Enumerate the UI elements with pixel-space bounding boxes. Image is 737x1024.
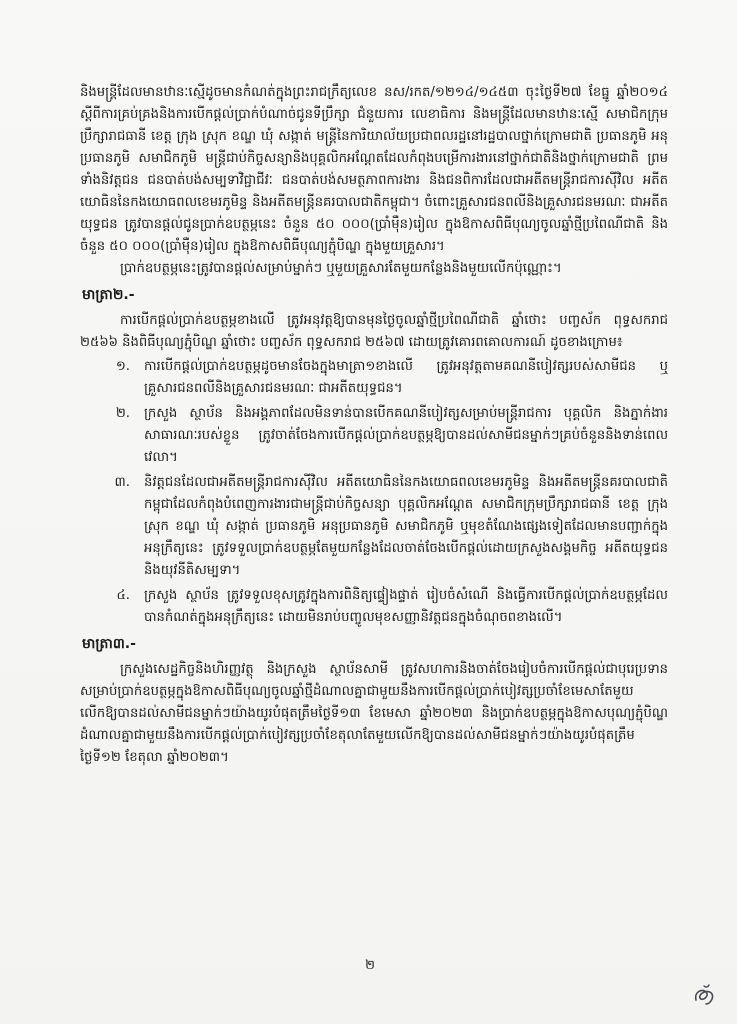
list-item-text: ការបើកផ្តល់ប្រាក់ឧបត្ថម្ភដូចមានចែងក្នុងមាត្រា១ខាងលើ ត្រូវអនុវត្តតាមគណនីបៀវត្សរបស់សាមីជន ឬគ្រួសារជនពលីនិងគ្រួសារជនមរណៈ ជាអតីតយុទ្ធជន។ — [144, 359, 668, 396]
article-3-heading: មាត្រា៣.- — [82, 636, 136, 652]
handwritten-initial-icon — [690, 982, 718, 1010]
article-2-paragraph: ការបើកផ្តល់ប្រាក់ឧបត្ថម្ភខាងលើ ត្រូវអនុវត្តឱ្យបានមុនថ្ងៃចូលឆ្នាំថ្មីប្រពៃណីជាតិ ឆ្នាំថោះ បញ្ចស័ក ពុទ្ធសករាជ ២៥៦៦ និងពិធីបុណ្យភ្ជុំបិណ្ឌ ឆ្នាំថោះ បញ្ចស័ក ពុទ្ធសករាជ ២៥៦៧ ដោយត្រូវគោរពគោលការណ៍ ដូចខាងក្រោម៖ — [80, 313, 668, 350]
document-body — [80, 82, 668, 769]
list-item — [80, 472, 668, 582]
list-item — [80, 585, 668, 629]
article-2-heading: មាត្រា២.- — [82, 287, 135, 303]
list-item-text: និវត្តជនដែលជាអតីតមន្ត្រីរាជការស៊ីវិល អតីតយោធិននៃកងយោធពលខេមរភូមិន្ទ និងអតីតមន្ត្រីនគរបាលជាតិកម្ពុជាដែលកំពុងបំពេញការងារជាមន្ត្រីជាប់កិច្ចសន្យា បុគ្គលិកអណ្តែត សមាជិកក្រុមប្រឹក្សារាជធានី ខេត្ត ក្រុង ស្រុក ខណ្ឌ ឃុំ សង្កាត់ ប្រធានភូមិ អនុប្រធានភូមិ សមាជិកភូមិ ឬមុខតំណែងផ្សេងទៀតដែលមានបញ្ជាក់ក្នុងអនុក្រឹត្យនេះ ត្រូវទទួលប្រាក់ឧបត្ថម្ភតែមួយកន្លែងដែលចាត់ចែងបើកផ្តល់ដោយក្រសួងសង្គមកិច្ច អតីតយុទ្ធជន និងយុវនីតិសម្បទា។ — [144, 475, 668, 578]
article-3-paragraph: ក្រសួងសេដ្ឋកិច្ចនិងហិរញ្ញវត្ថុ និងក្រសួង ស្ថាប័នសាមី ត្រូវសហការនិងចាត់ចែងរៀបចំការបើកផ្តល់ជាបុរេប្រទានសម្រាប់ប្រាក់ឧបត្ថម្ភក្នុងឱកាសពិធីបុណ្យចូលឆ្នាំថ្មីដំណាលគ្នាជាមួយនឹងការបើកផ្តល់ប្រាក់បៀវត្សប្រចាំខែមេសាតែមួយលើកឱ្យបានដល់សាមីជនម្នាក់ៗយ៉ាងយូរបំផុតត្រឹមថ្ងៃទី១៣ ខែមេសា ឆ្នាំ២០២៣ និងប្រាក់ឧបត្ថម្ភក្នុងឱកាសបុណ្យភ្ជុំបិណ្ឌដំណាលគ្នាជាមួយនឹងការបើកផ្តល់ប្រាក់បៀវត្សប្រចាំខែតុលាតែមួយលើកឱ្យបានដល់សាមីជនម្នាក់ៗយ៉ាងយូរបំផុតត្រឹមថ្ងៃទី១២ ខែតុលា ឆ្នាំ២០២៣។ — [80, 662, 668, 765]
list-item — [80, 356, 668, 400]
list-item-number: ៣. — [114, 475, 130, 490]
list-item-text: ក្រសួង ស្ថាប័ន និងអង្គភាពដែលមិនទាន់បានបើកគណនីបៀវត្សសម្រាប់មន្ត្រីរាជការ បុគ្គលិក និងភ្នាក់ងារសាធារណៈរបស់ខ្លួន ត្រូវចាត់ចែងការបើកផ្តល់ប្រាក់ឧបត្ថម្ភឱ្យបានដល់សាមីជនម្នាក់ៗគ្រប់ចំនួននិងទាន់ពេលវេលា។ — [144, 406, 668, 465]
intro-paragraph: និងមន្ត្រីដែលមានឋានៈស្មើដូចមានកំណត់ក្នុងព្រះរាជក្រឹត្យលេខ នស/រកត/១២១៤/១៤៥៣ ចុះថ្ងៃទី២៧ ខែធ្នូ ឆ្នាំ២០១៤ ស្តីពីការគ្រប់គ្រងនិងការបើកផ្តល់ប្រាក់បំណាច់ជូនទីប្រឹក្សា ជំនួយការ លេខាធិការ និងមន្ត្រីដែលមានឋានៈស្មើ សមាជិកក្រុមប្រឹក្សារាជធានី ខេត្ត ក្រុង ស្រុក ខណ្ឌ ឃុំ សង្កាត់ មន្ត្រីនៃការិយាល័យប្រជាពលរដ្ឋនៅរដ្ឋបាលថ្នាក់ក្រោមជាតិ ប្រធានភូមិ អនុប្រធានភូមិ សមាជិកភូមិ មន្ត្រីជាប់កិច្ចសន្យានិងបុគ្គលិកអណ្តែតដែលកំពុងបម្រើការងារនៅថ្នាក់ជាតិនិងថ្នាក់ក្រោមជាតិ ព្រមទាំងនិវត្តជន ជនបាត់បង់សម្បទាវិជ្ជាជីវៈ ជនបាត់បង់សមត្ថភាពការងារ និងជនពិការដែលជាអតីតមន្ត្រីរាជការស៊ីវិល អតីតយោធិននៃកងយោធពលខេមរភូមិន្ទ និងអតីតមន្ត្រីនគរបាលជាតិកម្ពុជា។ ចំពោះគ្រួសារជនពលីនិងគ្រួសារជនមរណៈ ជាអតីតយុទ្ធជន ត្រូវបានផ្តល់ជូនប្រាក់ឧបត្ថម្ភនេះ ចំនួន ៥០ ០០០(ប្រាំម៉ឺន)រៀល ក្នុងឱកាសពិធីបុណ្យចូលឆ្នាំថ្មីប្រពៃណីជាតិ និងចំនួន ៥០ ០០០(ប្រាំម៉ឺន)រៀល ក្នុងឱកាសពិធីបុណ្យភ្ជុំបិណ្ឌ ក្នុងមួយគ្រួសារ។ — [80, 85, 668, 254]
list-item — [80, 403, 668, 469]
article-2-list — [80, 356, 668, 629]
list-item-number: ១. — [115, 359, 130, 374]
list-item-number: ២. — [115, 406, 130, 421]
intro-note: ប្រាក់ឧបត្ថម្ភនេះត្រូវបានផ្តល់សម្រាប់ម្នាក់ៗ ឬមួយគ្រួសារតែមួយកន្លែងនិងមួយលើកប៉ុណ្ណោះ។ — [120, 261, 562, 276]
page-number: ២ — [365, 958, 375, 973]
list-item-number: ៤. — [116, 588, 130, 603]
list-item-text: ក្រសួង ស្ថាប័ន ត្រូវទទួលខុសត្រូវក្នុងការពិនិត្យផ្ទៀងផ្ទាត់ រៀបចំសំណើ និងធ្វើការបើកផ្តល់ប្រាក់ឧបត្ថម្ភដែលបានកំណត់ក្នុងអនុក្រឹត្យនេះ ដោយមិនរាប់បញ្ចូលមុខសញ្ញានិវត្តជនក្នុងចំណុចពខាងលើ។ — [144, 588, 668, 625]
